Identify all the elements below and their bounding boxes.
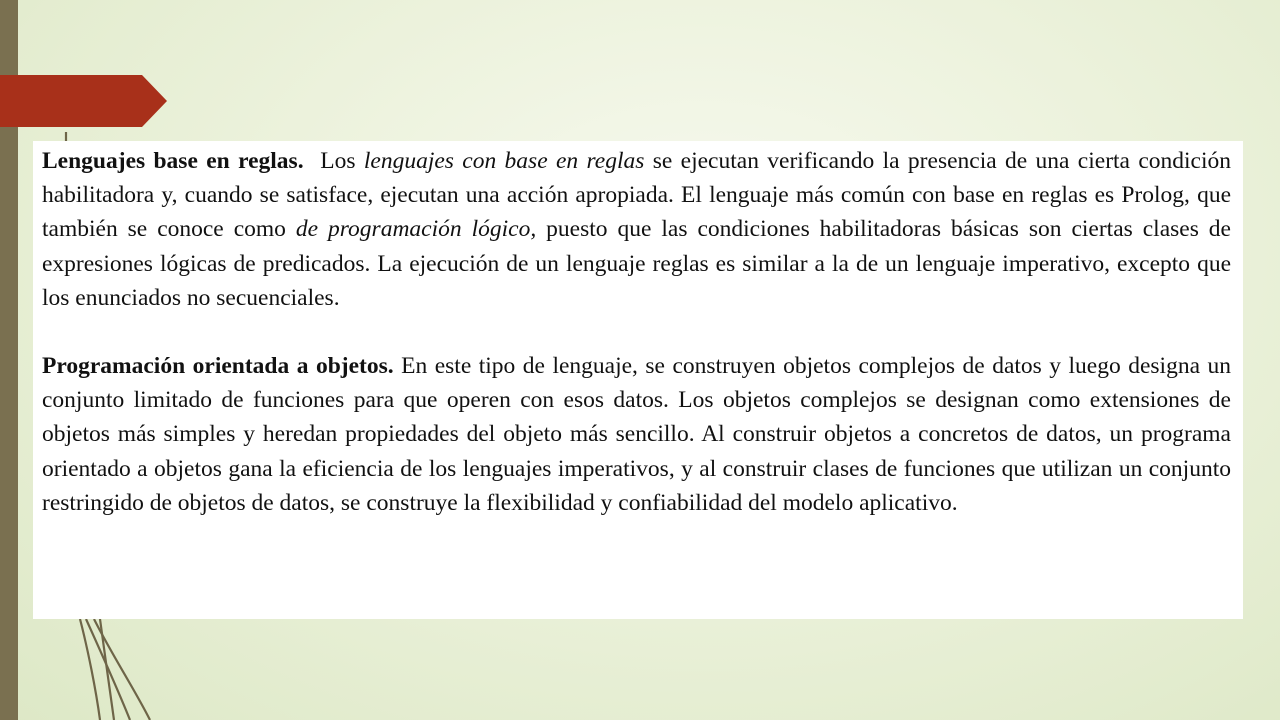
term-heading: Lenguajes base en reglas. [42,148,304,174]
italic-phrase: lenguajes con base en reglas [363,148,645,174]
paragraph-text: puesto que las condiciones habilitadoras básicas son ciertas clases de expresiones lógicas de predicados. La ejecución de un lenguaje reglas es similar a la de un lenguaje imperativo, excepto que los enunciados no secuenciales. [42,216,1231,311]
content-text-box [33,141,1243,619]
italic-phrase: de programación lógico, [295,216,537,243]
paragraph-text: En este tipo de lenguaje, se construyen objetos complejos de datos y luego designa un conjunto limitado de funciones para que operen con esos datos. Los objetos complejos se designan como extensiones de objetos más simples y heredan propiedades del objeto más sencillo. Al construir objetos a concretos de datos, un programa orientado a objetos gana la eficiencia de los lenguajes imperativos, y al construir clases de funciones que utilizan un conjunto restringido de objetos de datos, se construye la flexibilidad y confiabilidad del modelo aplicativo. [42,353,1231,516]
paragraph-text: se ejecutan verificando la presencia de una cierta condición habilitadora y, cuando se satisface, ejecutan una acción apropiada. El lenguaje más común con base en reglas es Prolog, que también se conoce como [42,148,1231,243]
paragraph-text: Los [303,148,364,174]
term-heading: Programación orientada a objetos. [42,353,394,380]
accent-arrow-shape [0,75,167,127]
paragraph-object-oriented [42,349,1231,520]
paragraph-rule-based-languages [42,144,1231,315]
